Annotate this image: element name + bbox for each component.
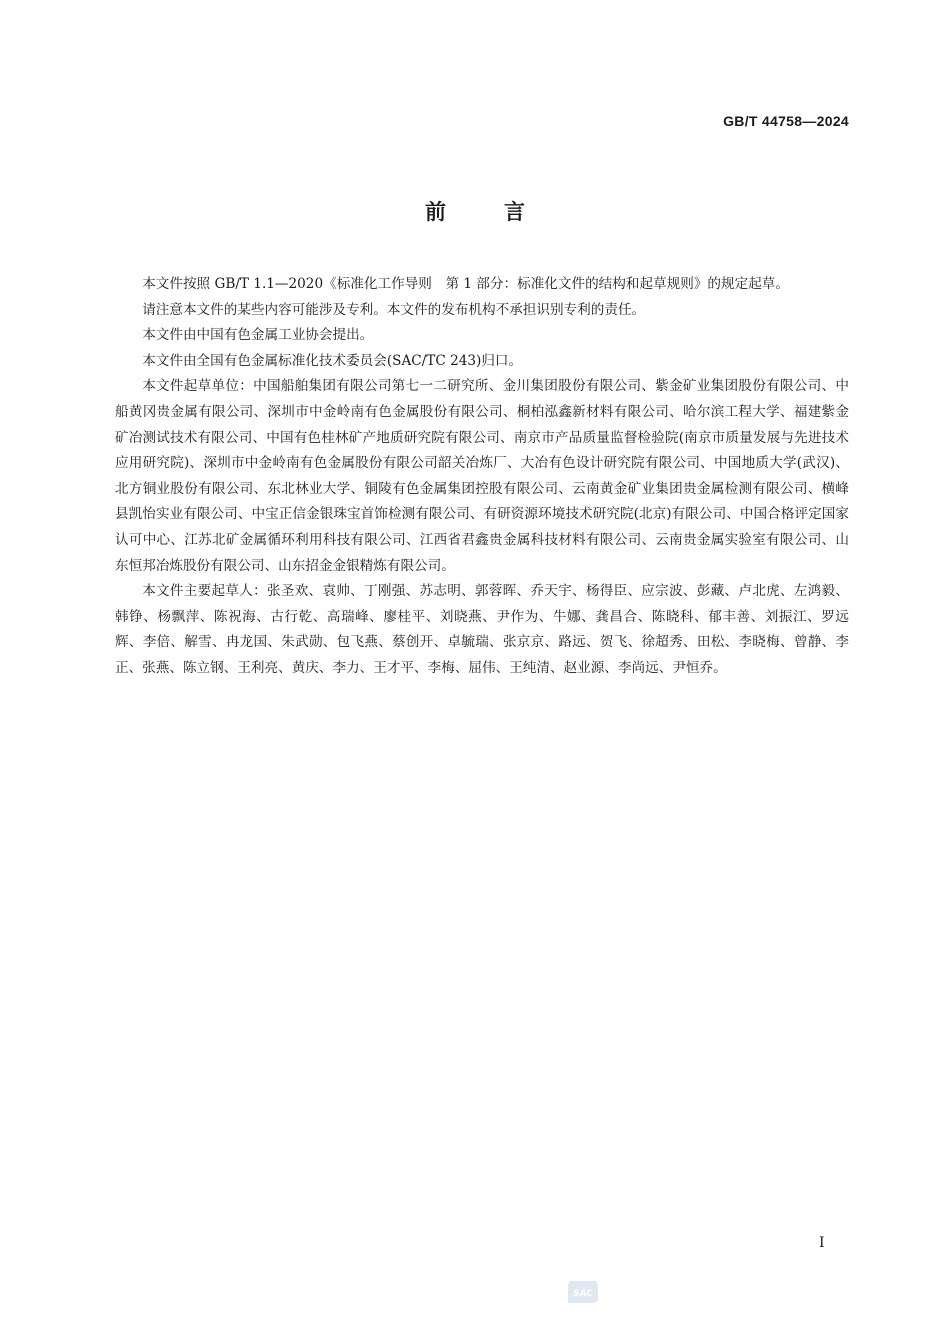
page-title: 前言 [425, 200, 583, 224]
standard-number: GB/T 44758—2024 [723, 113, 849, 129]
sac-logo-text: SAC [573, 1289, 593, 1299]
sac-logo-icon [566, 1279, 600, 1305]
paragraph-under-jurisdiction: 本文件由全国有色金属标准化技术委员会(SAC/TC 243)归口。 [142, 352, 523, 369]
paragraph-patent-notice: 请注意本文件的某些内容可能涉及专利。本文件的发布机构不承担识别专利的责任。 [142, 301, 646, 318]
page-number: I [819, 1235, 825, 1251]
paragraph-proposed-by: 本文件由中国有色金属工业协会提出。 [142, 327, 374, 344]
paragraph-drafting-rules: 本文件按照 GB/T 1.1—2020《标准化工作导则 第 1 部分：标准化文件的结构和起草规则》的规定起草。 [142, 276, 789, 292]
document-body [115, 272, 849, 682]
paragraph-drafting-organizations: 本文件起草单位：中国船舶集团有限公司第七一二研究所、金川集团股份有限公司、紫金矿业集团股份有限公司、中船黄冈贵金属有限公司、深圳市中金岭南有色金属股份有限公司、桐柏泓鑫新材料有限公司、哈尔滨工程大学、福建紫金矿冶测试技术有限公司、中国有色桂林矿产地质研究院有限公司、南京市产品质量监督检验院(南京市质量发展与先进技术应用研究院)、深圳市中金岭南有色金属股份有限公司韶关冶炼厂、大冶有色设计研究院有限公司、中国地质大学(武汉)、北方铜业股份有限公司、东北林业大学、铜陵有色金属集团控股有限公司、云南黄金矿业集团贵金属检测有限公司、横峰县凯怡实业有限公司、中宝正信金银珠宝首饰检测有限公司、有研资源环境技术研究院(北京)有限公司、中国合格评定国家认可中心、江苏北矿金属循环利用科技有限公司、江西省君鑫贵金属科技材料有限公司、云南贵金属实验室有限公司、山东恒邦冶炼股份有限公司、山东招金金银精炼有限公司。 [115, 378, 850, 574]
paragraph-main-drafters: 本文件主要起草人：张圣欢、袁帅、丁刚强、苏志明、郭蓉晖、乔天宇、杨得臣、应宗波、彭藏、卢北虎、左鸿毅、韩铮、杨飘萍、陈祝海、古行乾、高瑞峰、廖桂平、刘晓燕、尹作为、牛娜、龚昌合、陈晓科、郁丰善、刘振江、罗远辉、李倍、解雪、冉龙国、朱武勋、包飞燕、蔡创开、卓毓瑞、张京京、路远、贺飞、徐超秀、田松、李晓梅、曾静、李正、张燕、陈立钢、王利亮、黄庆、李力、王才平、李梅、屈伟、王纯清、赵业源、李尚远、尹恒乔。 [115, 583, 849, 676]
